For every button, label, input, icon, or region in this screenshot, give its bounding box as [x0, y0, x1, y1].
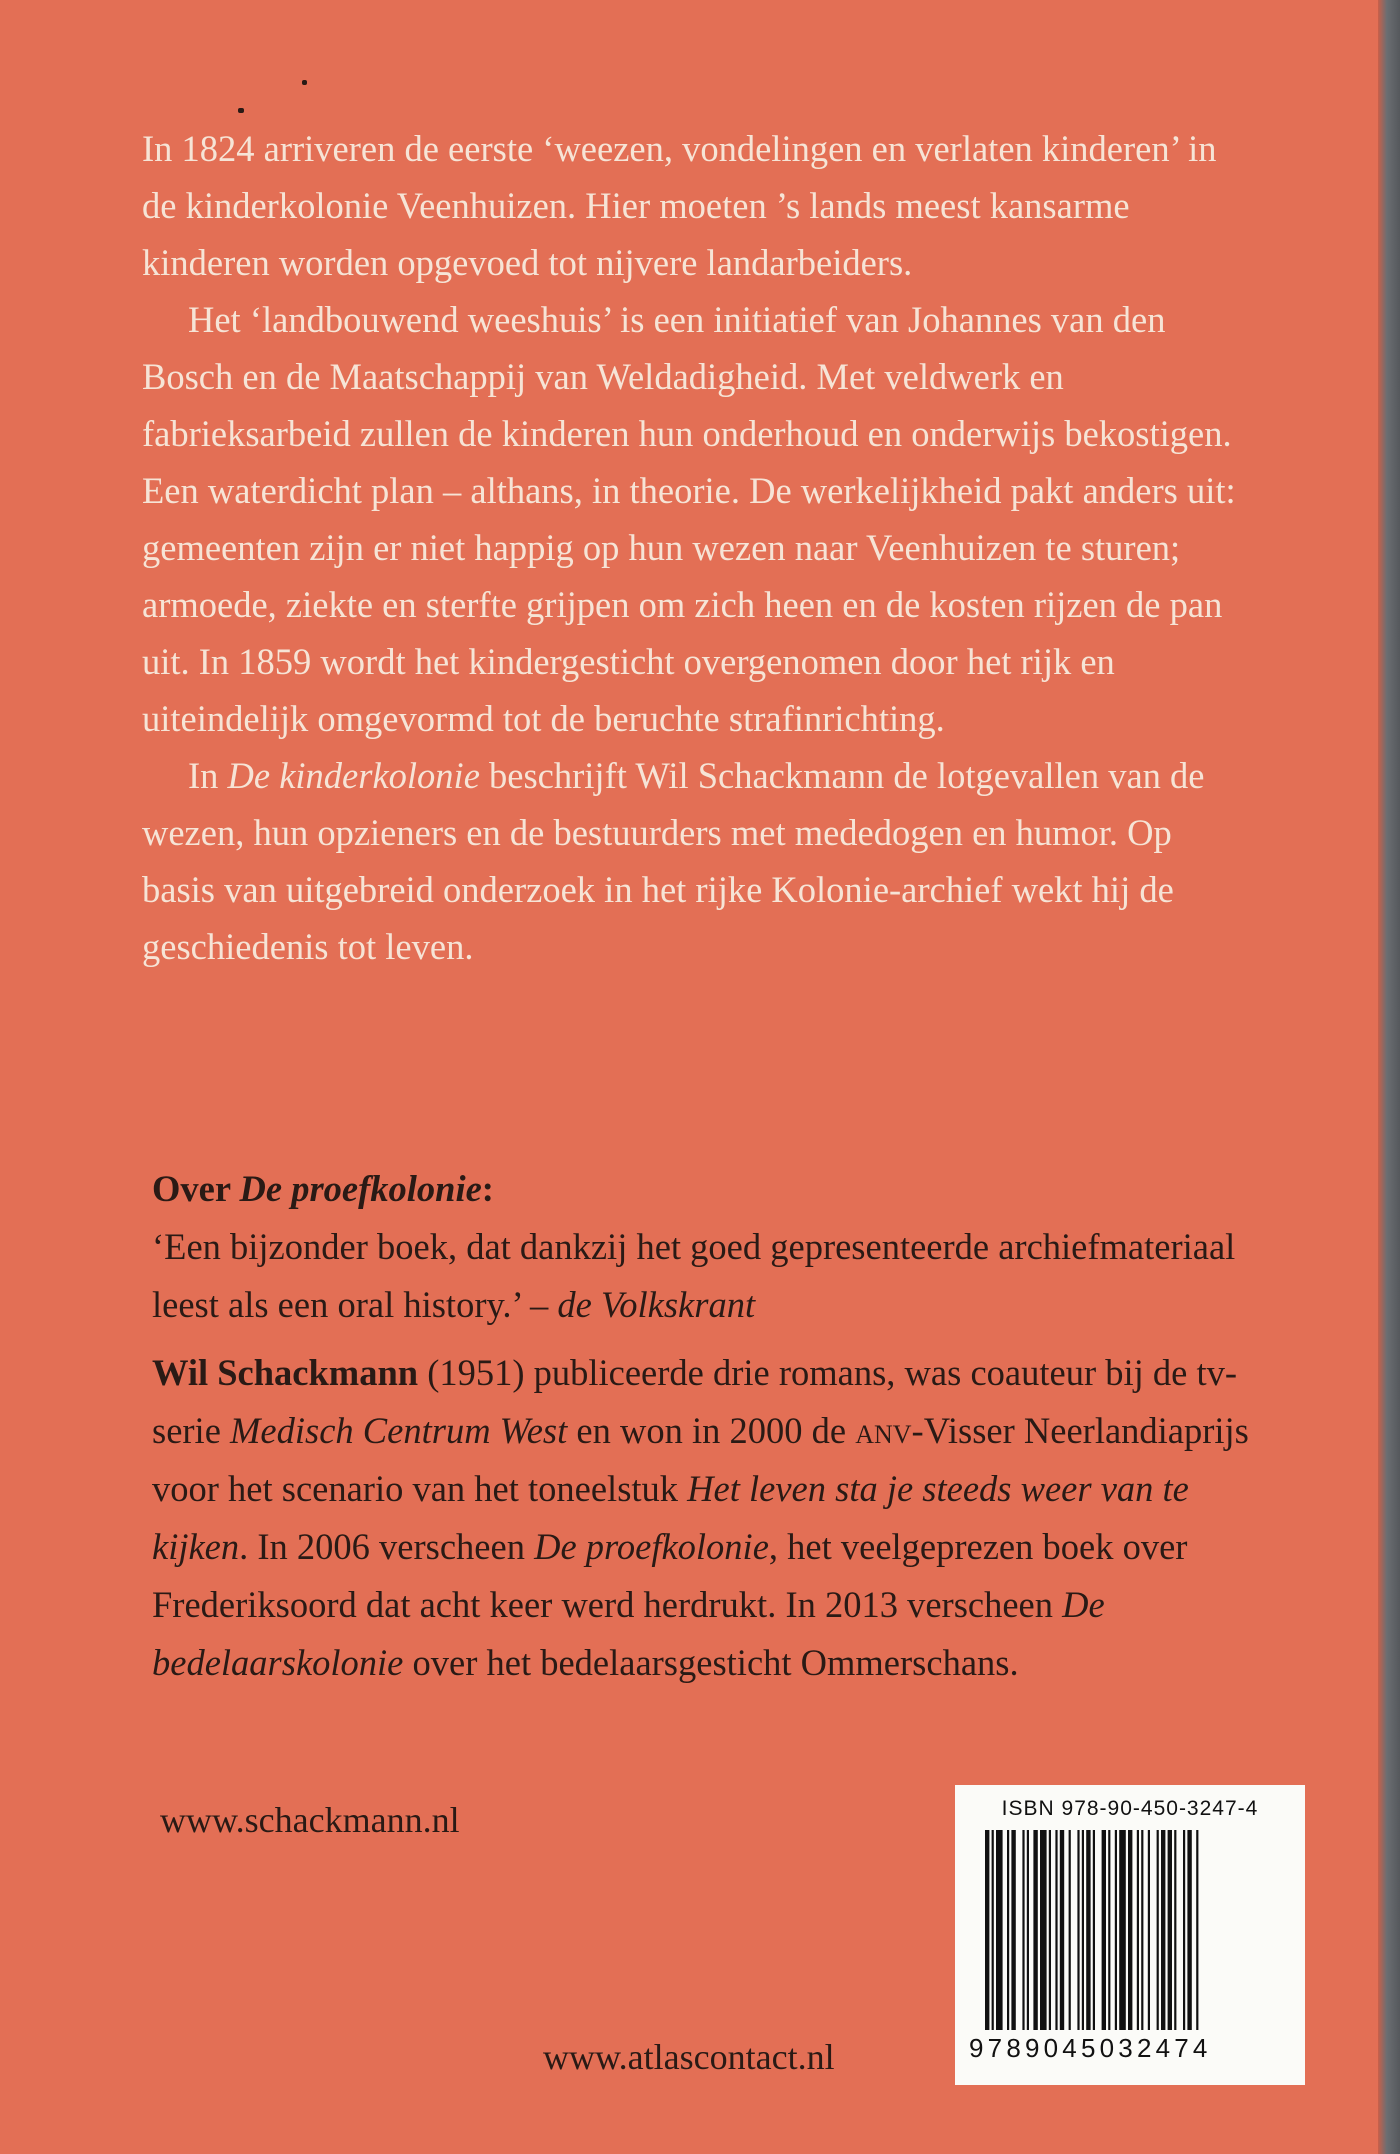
blurb-paragraph-2: Het ‘landbouwend weeshuis’ is een initiatief van Johannes van den Bosch en de Maatschappij van Weldadigheid. Met veldwerk en fabrieksarbeid zullen de kinderen hun onderhoud en onderwijs bekostigen. Een waterdicht plan – althans, in theorie. De werkelijkheid pakt anders uit: gemeenten zijn er niet happig op hun wezen naar Veenhuizen te sturen; armoede, ziekte en sterfte grijpen om zich heen en de kosten rijzen de pan uit. In 1859 wordt het kindergesticht overgenomen door het rijk en uiteindelijk omgevormd tot de beruchte strafinrichting.: [142, 299, 1236, 739]
review-quote: ‘Een bijzonder boek, dat dankzij het goed gepresenteerde archiefmateriaal leest als een oral history.’ – de Volkskrant: [152, 1226, 1236, 1325]
book-title-bedelaarskolonie: De bedelaarskolonie: [152, 1584, 1105, 1683]
blurb-paragraph-1: In 1824 arriveren de eerste ‘weezen, vondelingen en verlaten kinderen’ in de kinderkolonie Veenhuizen. Hier moeten ’s lands meest kansarme kinderen worden opgevoed tot nijvere landarbeiders.: [142, 128, 1217, 283]
print-speck: [238, 108, 244, 113]
play-title: Het leven sta je steeds weer van te kijken: [152, 1468, 1189, 1567]
anv-abbrev: anv: [855, 1410, 912, 1451]
author-bio: Wil Schackmann (1951) publiceerde drie romans, was coauteur bij de tv-serie Medisch Centrum West en won in 2000 de anv-Visser Neerlandiaprijs voor het scenario van het toneelstuk Het leven sta je steeds weer van te kijken. In 2006 verscheen De proefkolonie, het veelgeprezen boek over Frederiksoord dat acht keer werd herdrukt. In 2013 verscheen De bedelaarskolonie over het bedelaarsgesticht Ommerschans.: [152, 1352, 1249, 1683]
book-title-proefkolonie: De proefkolonie: [534, 1526, 769, 1567]
barcode-icon: [985, 1830, 1275, 2030]
isbn-barcode-box: [955, 1785, 1305, 2085]
author-name: Wil Schackmann: [152, 1352, 419, 1393]
blurb-p3-after: beschrijft Wil Schackmann de lotgevallen van de wezen, hun opzieners en de bestuurders met mededogen en humor. Op basis van uitgebreid onderzoek in het rijke Kolonie-archief wekt hij de geschiedenis tot leven.: [142, 755, 1205, 967]
author-website[interactable]: www.schackmann.nl: [160, 1800, 460, 1840]
blurb-p3-before: In: [188, 755, 228, 796]
blurb: [142, 120, 1252, 975]
review-heading: Over De proefkolonie:: [152, 1168, 494, 1209]
review-source: de Volkskrant: [557, 1284, 756, 1325]
isbn-label: ISBN 978-90-450-3247-4: [1001, 1797, 1259, 1820]
barcode-digits: 9789045032474: [969, 2033, 1212, 2063]
publisher-website[interactable]: www.atlascontact.nl: [543, 2037, 835, 2077]
blurb-paragraph-3: [142, 747, 1252, 975]
tv-series-title: Medisch Centrum West: [230, 1410, 568, 1451]
review-book-title: De proefkolonie: [239, 1168, 482, 1209]
spine-edge: [1378, 0, 1400, 2154]
book-title-kinderkolonie: De kinderkolonie: [227, 755, 480, 796]
print-speck: [302, 80, 307, 85]
review-and-bio: [152, 1160, 1252, 1692]
